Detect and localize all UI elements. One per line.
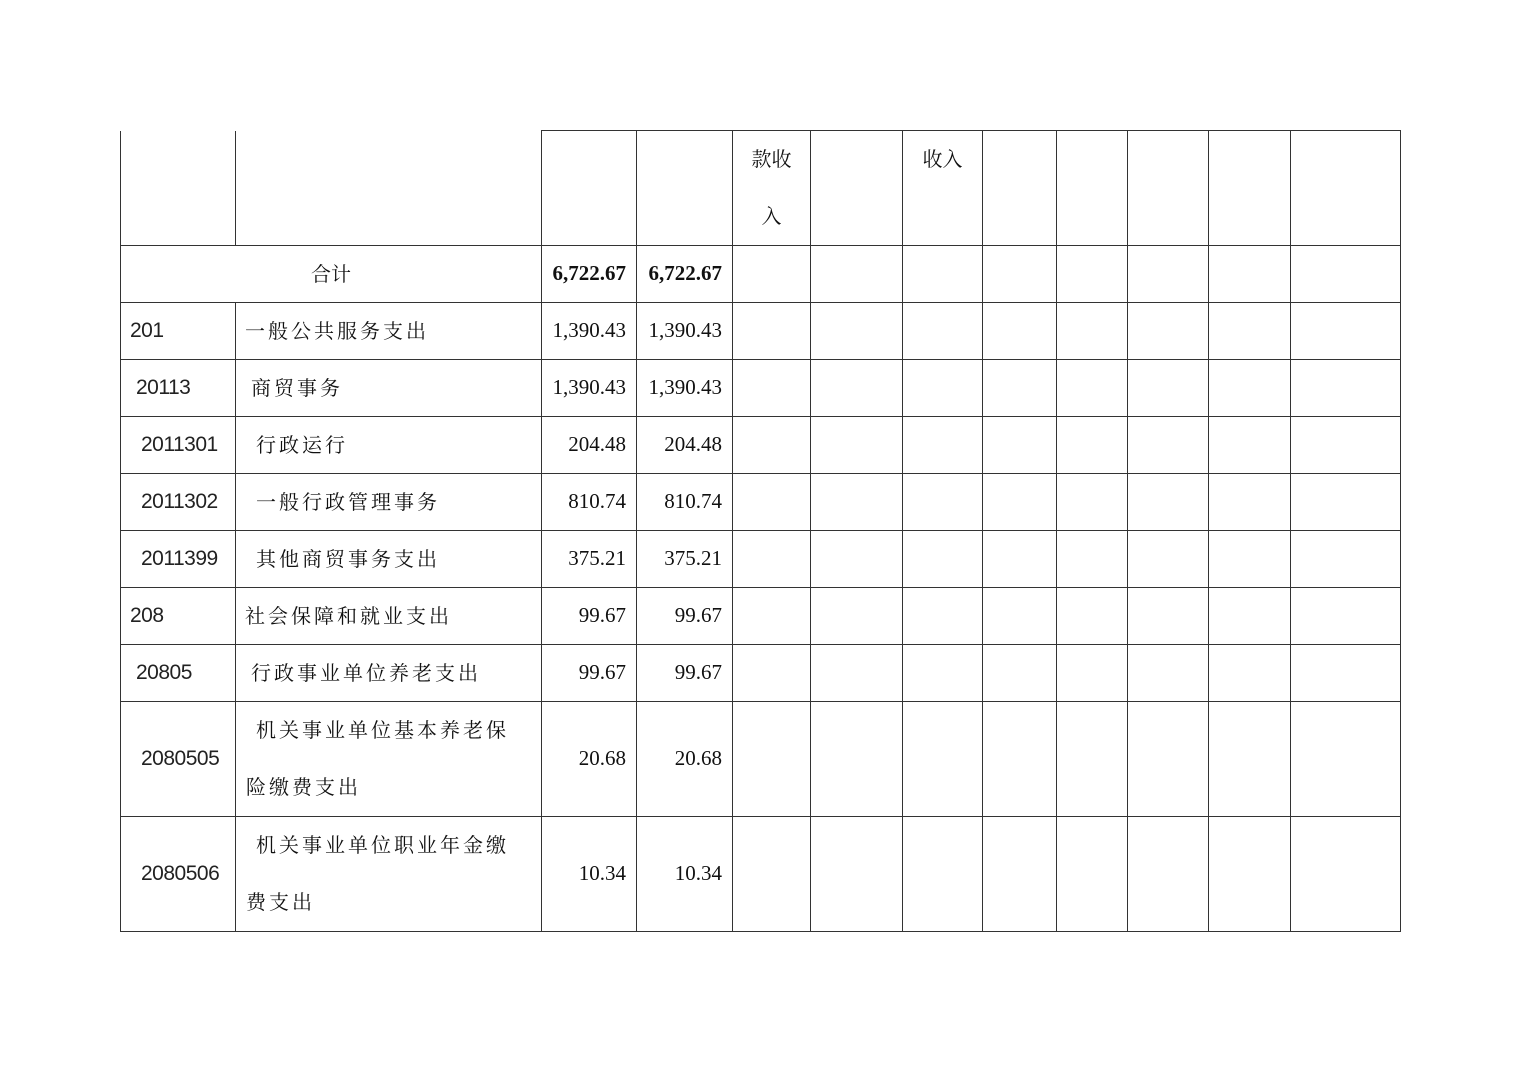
table-row: [121, 817, 1401, 932]
total-value-2: 6,722.67: [637, 246, 733, 303]
row-value-2: 10.34: [637, 817, 733, 932]
row-code: 2011301: [121, 417, 236, 474]
expenditure-table: [120, 130, 1401, 932]
row-code: 2080506: [121, 817, 236, 932]
row-name: 社会保障和就业支出: [236, 588, 542, 645]
header-cell-8: [983, 131, 1057, 246]
table-row: [121, 360, 1401, 417]
header-shou-ru: 收入: [903, 131, 983, 246]
header-cell-code: [121, 131, 236, 246]
row-code: 20113: [121, 360, 236, 417]
row-code: 2011399: [121, 531, 236, 588]
row-value-1: 20.68: [542, 702, 637, 817]
row-name: 其他商贸事务支出: [236, 531, 542, 588]
header-cell-name: [236, 131, 542, 246]
row-name: 机关事业单位基本养老保险缴费支出: [236, 702, 542, 817]
row-value-1: 204.48: [542, 417, 637, 474]
row-code: 2011302: [121, 474, 236, 531]
row-value-1: 1,390.43: [542, 303, 637, 360]
row-code: 2080505: [121, 702, 236, 817]
row-value-2: 99.67: [637, 645, 733, 702]
row-value-2: 20.68: [637, 702, 733, 817]
table-row: [121, 702, 1401, 817]
table-row: [121, 474, 1401, 531]
header-cell-v1: [542, 131, 637, 246]
row-value-1: 1,390.43: [542, 360, 637, 417]
header-cell-v2: [637, 131, 733, 246]
header-cell-6: [811, 131, 903, 246]
row-value-1: 810.74: [542, 474, 637, 531]
row-value-2: 1,390.43: [637, 303, 733, 360]
table-row: [121, 417, 1401, 474]
row-name: 商贸事务: [236, 360, 542, 417]
table-row: [121, 531, 1401, 588]
row-name: 机关事业单位职业年金缴费支出: [236, 817, 542, 932]
header-cell-9: [1057, 131, 1128, 246]
row-value-1: 375.21: [542, 531, 637, 588]
row-name: 一般公共服务支出: [236, 303, 542, 360]
total-value-1: 6,722.67: [542, 246, 637, 303]
row-name: 一般行政管理事务: [236, 474, 542, 531]
header-row: [121, 131, 1401, 246]
row-name: 行政运行: [236, 417, 542, 474]
table-row: [121, 588, 1401, 645]
row-value-2: 1,390.43: [637, 360, 733, 417]
row-code: 201: [121, 303, 236, 360]
row-code: 20805: [121, 645, 236, 702]
total-row: [121, 246, 1401, 303]
header-cell-11: [1209, 131, 1291, 246]
row-value-1: 99.67: [542, 645, 637, 702]
row-value-1: 99.67: [542, 588, 637, 645]
table-row: [121, 645, 1401, 702]
row-code: 208: [121, 588, 236, 645]
header-kuan-shou-ru: 款收入: [733, 131, 811, 246]
header-cell-10: [1128, 131, 1209, 246]
row-value-2: 810.74: [637, 474, 733, 531]
row-value-1: 10.34: [542, 817, 637, 932]
total-label: 合计: [121, 246, 542, 303]
row-value-2: 99.67: [637, 588, 733, 645]
row-value-2: 204.48: [637, 417, 733, 474]
header-cell-12: [1291, 131, 1401, 246]
row-value-2: 375.21: [637, 531, 733, 588]
row-name: 行政事业单位养老支出: [236, 645, 542, 702]
table-row: [121, 303, 1401, 360]
